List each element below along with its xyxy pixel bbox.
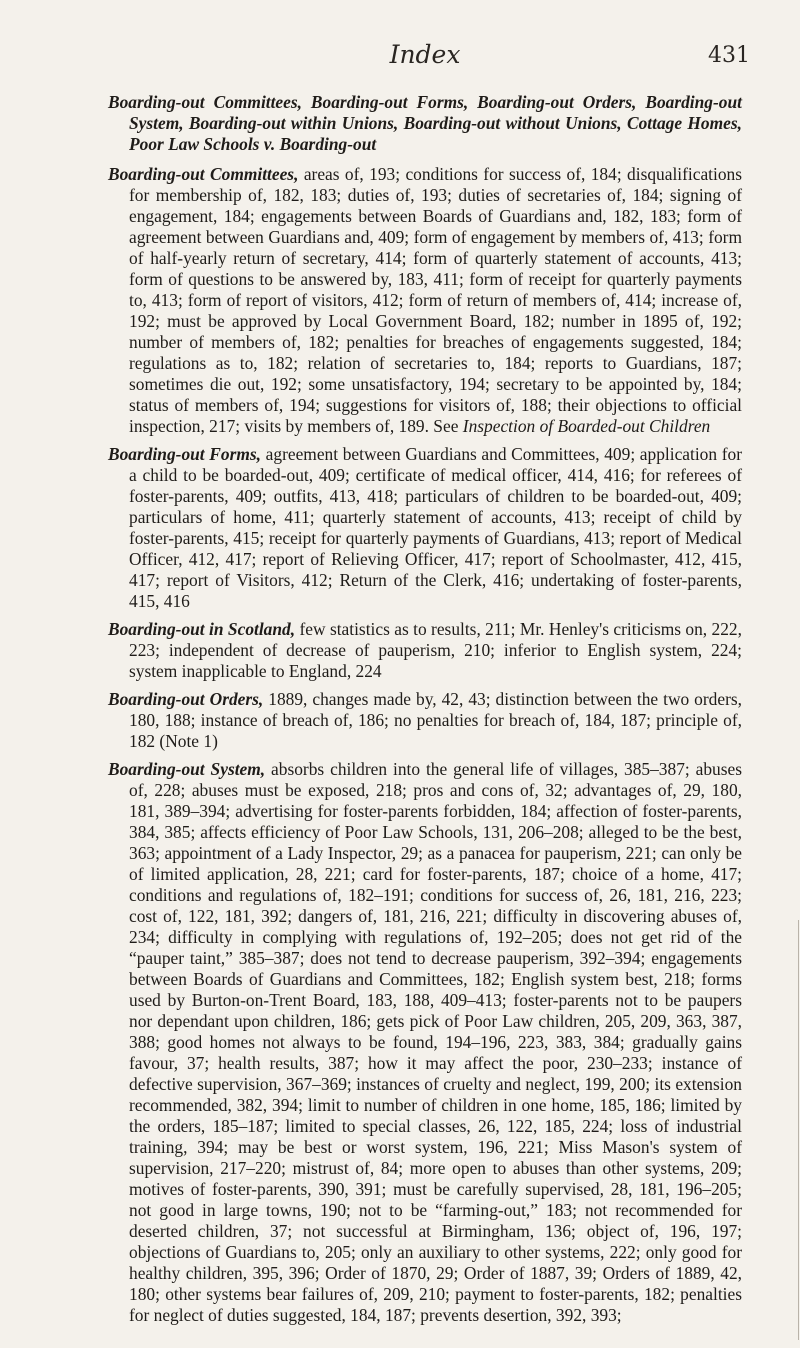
cross-reference-entry: Boarding-out Committees, Boarding-out Forms, Boarding-out Orders, Boarding-out System, Boarding-out within Unions, Boarding-out without Unions, Cottage Homes, Poor Law Schools v. Boarding-out bbox=[108, 92, 742, 154]
index-entry-orders bbox=[108, 689, 742, 752]
index-entry-committees bbox=[108, 164, 742, 437]
index-content bbox=[108, 92, 742, 1333]
index-entry-body: few statistics as to results, 211; Mr. Henley's criticisms on, 222, 223; independent of decrease of pauperism, 210; inferior to English system, 224; system inapplicable to England, 224 bbox=[129, 619, 742, 681]
index-entry-body: areas of, 193; conditions for success of, 184; disqualifications for membership of, 182, 183; duties of, 193; duties of secretaries of, 184; signing of engagement, 184; engagements between Boards of Guardians and, 182, 183; form of agreement between Guardians and, 409; form of engagement by members of, 413; form of half-yearly return of secretary, 414; form of quarterly statement of accounts, 413; form of questions to be answered by, 183, 411; form of receipt for quarterly payments to, 413; form of report of visitors, 412; form of return of members of, 414; increase of, 192; must be approved by Local Government Board, 182; number in 1895 of, 192; number of members of, 182; penalties for breaches of engagements suggested, 184; regulations as to, 182; relation of secretaries to, 184; reports to Guardians, 187; sometimes die out, 192; some unsatisfactory, 194; secretary to be appointed by, 184; status of members of, 194; suggestions for visitors of, 188; their objections to official inspection, 217; visits by members of, 189. See bbox=[129, 164, 742, 436]
page-edge-line bbox=[798, 920, 799, 1340]
index-term: Boarding-out System, bbox=[108, 759, 266, 779]
index-entry-scotland bbox=[108, 619, 742, 682]
index-term: Boarding-out Committees, bbox=[108, 164, 299, 184]
index-entry-forms bbox=[108, 444, 742, 612]
index-entry-body: absorbs children into the general life of villages, 385–387; abuses of, 228; abuses must be exposed, 218; pros and cons of, 32; advantages of, 29, 180, 181, 389–394; advertising for foster-parents forbidden, 184; affection of foster-parents, 384, 385; affects efficiency of Poor Law Schools, 131, 206–208; alleged to be the best, 363; appointment of a Lady Inspector, 29; as a panacea for pauperism, 221; can only be of limited application, 28, 221; card for foster-parents, 187; choice of a home, 417; conditions and regulations of, 182–191; conditions for success of, 26, 181, 216, 223; cost of, 122, 181, 392; dangers of, 181, 216, 221; difficulty in discovering abuses of, 234; difficulty in complying with regulations of, 192–205; does not get rid of the “pauper taint,” 385–387; does not tend to decrease pauperism, 392–394; engagements between Boards of Guardians and Committees, 182; English system best, 218; forms used by Burton-on-Trent Board, 183, 188, 409–413; foster-parents not to be paupers nor dependant upon children, 186; gets pick of Poor Law children, 205, 209, 363, 387, 388; good homes not always to be found, 194–196, 223, 383, 384; gradually gains favour, 37; health results, 387; how it may affect the poor, 230–233; instance of defective supervision, 367–369; instances of cruelty and neglect, 199, 200; its extension recommended, 382, 394; limit to number of children in one home, 185, 186; limited by the orders, 185–187; limited to special classes, 26, 122, 185, 224; loss of industrial training, 394; may be best or worst system, 196, 221; Miss Mason's system of supervision, 217–220; mistrust of, 84; more open to abuses than other systems, 209; motives of foster-parents, 390, 391; must be carefully supervised, 28, 181, 196–205; not good in large towns, 190; not to be “farming-out,” 183; not recommended for deserted children, 37; not successful at Birmingham, 136; object of, 196, 197; objections of Guardians to, 205; only an auxiliary to other systems, 222; only good for healthy children, 395, 396; Order of 1870, 29; Order of 1887, 39; Orders of 1889, 42, 180; other systems bear failures of, 209, 210; payment to foster-parents, 182; penalties for neglect of duties suggested, 184, 187; prevents desertion, 392, 393; bbox=[129, 759, 742, 1325]
index-entry-body: agreement between Guardians and Committees, 409; application for a child to be boarded-out, 409; certificate of medical officer, 414, 416; for referees of foster-parents, 409; outfits, 413, 418; particulars of children to be boarded-out, 409; particulars of home, 411; quarterly statement of accounts, 413; receipt of child by foster-parents, 415; receipt for quarterly payments of Guardians, 413; report of Medical Officer, 412, 417; report of Relieving Officer, 417; report of Schoolmaster, 412, 415, 417; report of Visitors, 412; Return of the Clerk, 416; undertaking of foster-parents, 415, 416 bbox=[129, 444, 742, 611]
page-number: 431 bbox=[708, 43, 750, 68]
see-reference: Inspection of Boarded-out Children bbox=[462, 416, 711, 436]
index-entry-system bbox=[108, 759, 742, 1326]
running-title: Index bbox=[389, 40, 461, 69]
page-header bbox=[100, 40, 750, 80]
index-entry-body: 1889, changes made by, 42, 43; distinction between the two orders, 180, 188; instance of breach of, 186; no penalties for breach of, 184, 187; principle of, 182 (Note 1) bbox=[129, 689, 742, 751]
index-term: Boarding-out in Scotland, bbox=[108, 619, 296, 639]
index-term: Boarding-out Orders, bbox=[108, 689, 264, 709]
index-term: Boarding-out Forms, bbox=[108, 444, 261, 464]
